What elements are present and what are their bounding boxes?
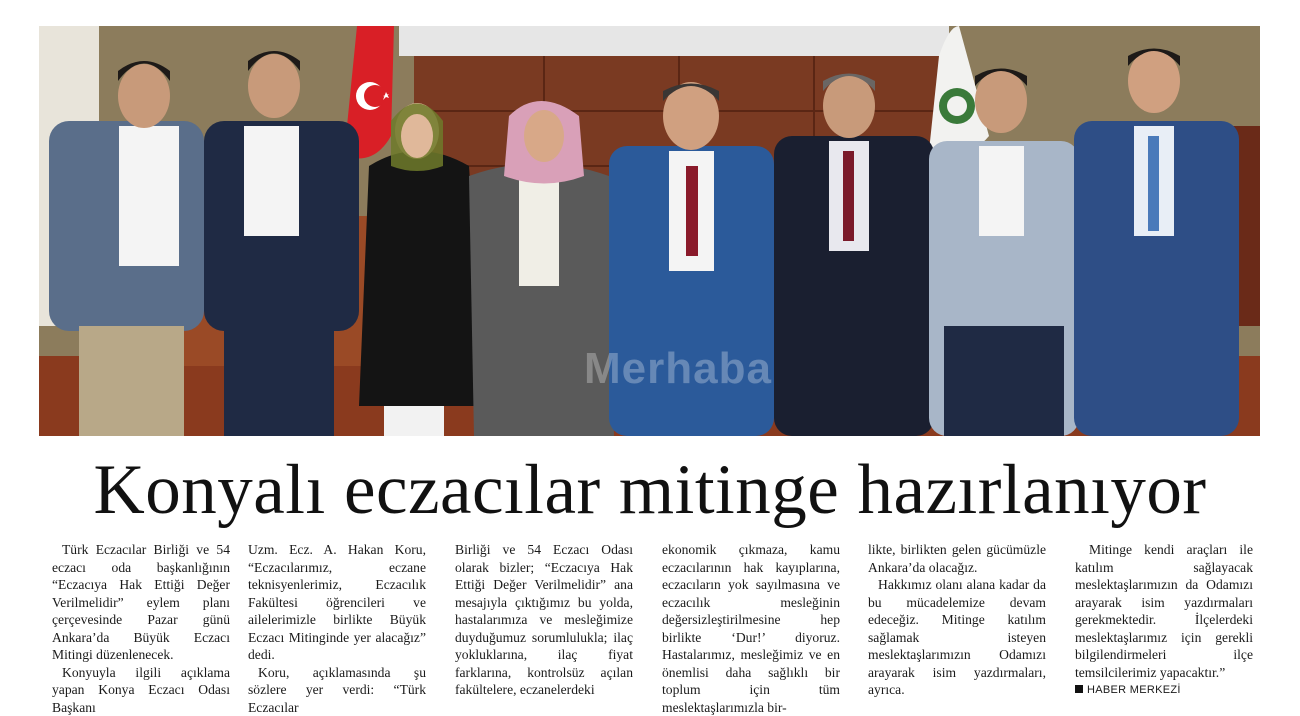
paragraph: likte, birlikten gelen gücümüzle Ankara’da olacağız. bbox=[868, 541, 1046, 576]
paragraph: Uzm. Ecz. A. Hakan Koru, “Eczacılarımız, eczane teknisyenlerimiz, Eczacılık Fakültesi öğrencileri ve ailelerimizle birlikte Büyük Eczacı Mitinginde yer alacağız” dedi. bbox=[248, 541, 426, 664]
paragraph: Konyuyla ilgili açıklama yapan Konya Eczacı Odası Başkanı bbox=[52, 664, 230, 716]
paragraph: Koru, açıklamasında şu sözlere yer verdi: “Türk Eczacılar bbox=[248, 664, 426, 716]
article-headline: Konyalı eczacılar mitinge hazırlanıyor bbox=[38, 447, 1262, 533]
byline bbox=[1075, 682, 1253, 700]
article-column-1 bbox=[52, 541, 230, 716]
article-column-3 bbox=[455, 541, 633, 699]
paragraph: ekonomik çıkmaza, kamu eczacılarının hak kayıplarına, eczacıların yok sayılmasına ve eczacılık mesleğinin değersizleştirilmesine hep birlikte ‘Dur!’ diyoruz. Hastalarımız, mesleğimiz ve en önemlisi daha sağlıklı bir toplum için tüm meslektaşlarımızla bir- bbox=[662, 541, 840, 716]
article-column-6 bbox=[1075, 541, 1253, 700]
article-column-4 bbox=[662, 541, 840, 716]
paragraph: Birliği ve 54 Eczacı Odası olarak bizler; “Eczacıya Hak Ettiği Değer Verilmelidir” ana mesajıyla çıktığımız bu yolda, hastalarımıza ve mesleğimize duyduğumuz sorumlulukla; ilaç yokluklarına, ilaç fiyat farklarına, kontrolsüz açılan fakültelere, eczanelerdeki bbox=[455, 541, 633, 699]
paragraph: Hakkımız olanı alana kadar da bu mücadelemize devam edeceğiz. Mitinge katılım sağlamak isteyen meslektaşlarımızın Odamızı arayarak isim yazdırmaları, ayrıca. bbox=[868, 576, 1046, 699]
article-column-5 bbox=[868, 541, 1046, 699]
square-bullet-icon bbox=[1075, 685, 1083, 693]
photo-watermark: Merhaba bbox=[584, 344, 772, 394]
byline-text: HABER MERKEZİ bbox=[1087, 684, 1181, 696]
news-photo bbox=[39, 26, 1260, 436]
article-body bbox=[52, 541, 1210, 691]
paragraph: Türk Eczacılar Birliği ve 54 eczacı oda başkanlığının “Eczacıya Hak Ettiği Değer Verilmelidir” eylem planı çerçevesinde Pazar günü Ankara’da Büyük Eczacı Mitingi düzenlenecek. bbox=[52, 541, 230, 664]
paragraph: Mitinge kendi araçları ile katılım sağlayacak meslektaşlarımızın da Odamızı arayarak isim yazdırmaları gerekmektedir. İlçelerdeki meslektaşlarımız için gerekli bilgilendirmeleri ilçe temsilcilerimiz yapacaktır.” bbox=[1075, 541, 1253, 681]
article-column-2 bbox=[248, 541, 426, 716]
